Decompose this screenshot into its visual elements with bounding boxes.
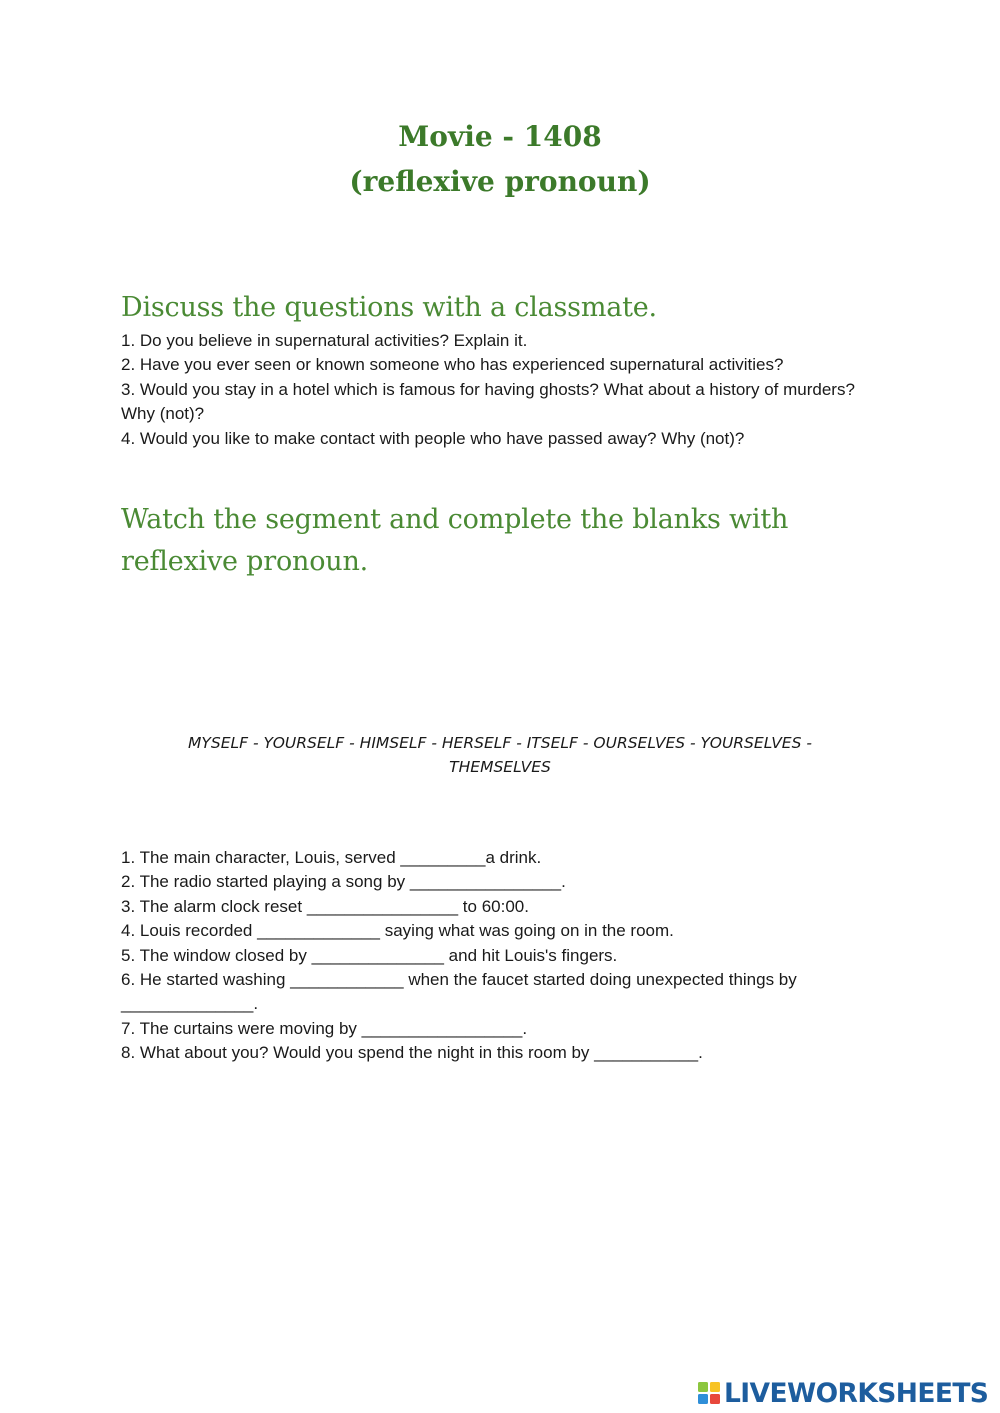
- fill-in-blank-item: 8. What about you? Would you spend the night in this room by ___________.: [121, 1043, 703, 1063]
- discussion-questions-list: [121, 329, 881, 451]
- fill-in-blank-item: 6. He started washing ____________ when the faucet started doing unexpected things by ______________.: [121, 970, 797, 1014]
- fill-in-blank-item: 1. The main character, Louis, served _________a drink.: [121, 848, 542, 867]
- fill-in-blank-item: 3. The alarm clock reset ________________ to 60:00.: [121, 896, 529, 916]
- liveworksheets-logo-icon: [697, 1381, 721, 1405]
- fill-in-blank-item: 2. The radio started playing a song by ________________.: [121, 872, 566, 892]
- liveworksheets-brand[interactable]: [697, 1377, 988, 1409]
- fill-in-blank-item: 5. The window closed by ______________ and hit Louis's fingers.: [121, 945, 618, 965]
- brand-text: LIVEWORKSHEETS: [724, 1377, 989, 1409]
- exercise-heading: Watch the segment and complete the blanks with reflexive pronoun.: [121, 504, 789, 577]
- fill-in-blank-item: 7. The curtains were moving by _________________.: [121, 1018, 528, 1038]
- discussion-question: 3. Would you stay in a hotel which is famous for having ghosts? What about a history of murders? Why (not)?: [121, 379, 855, 424]
- fill-in-blank-list: [121, 846, 881, 1066]
- discussion-question: 2. Have you ever seen or known someone who has experienced supernatural activities?: [121, 355, 784, 375]
- word-bank: MYSELF - YOURSELF - HIMSELF - HERSELF - ITSELF - OURSELVES - YOURSELVES - THEMSELVES: [188, 734, 812, 776]
- discussion-heading: Discuss the questions with a classmate.: [121, 292, 657, 323]
- page-subtitle: (reflexive pronoun): [349, 165, 651, 198]
- discussion-question: 1. Do you believe in supernatural activities? Explain it.: [121, 331, 528, 350]
- page-title: Movie - 1408: [398, 120, 602, 153]
- discussion-question: 4. Would you like to make contact with people who have passed away? Why (not)?: [121, 428, 745, 448]
- fill-in-blank-item: 4. Louis recorded _____________ saying what was going on in the room.: [121, 921, 674, 941]
